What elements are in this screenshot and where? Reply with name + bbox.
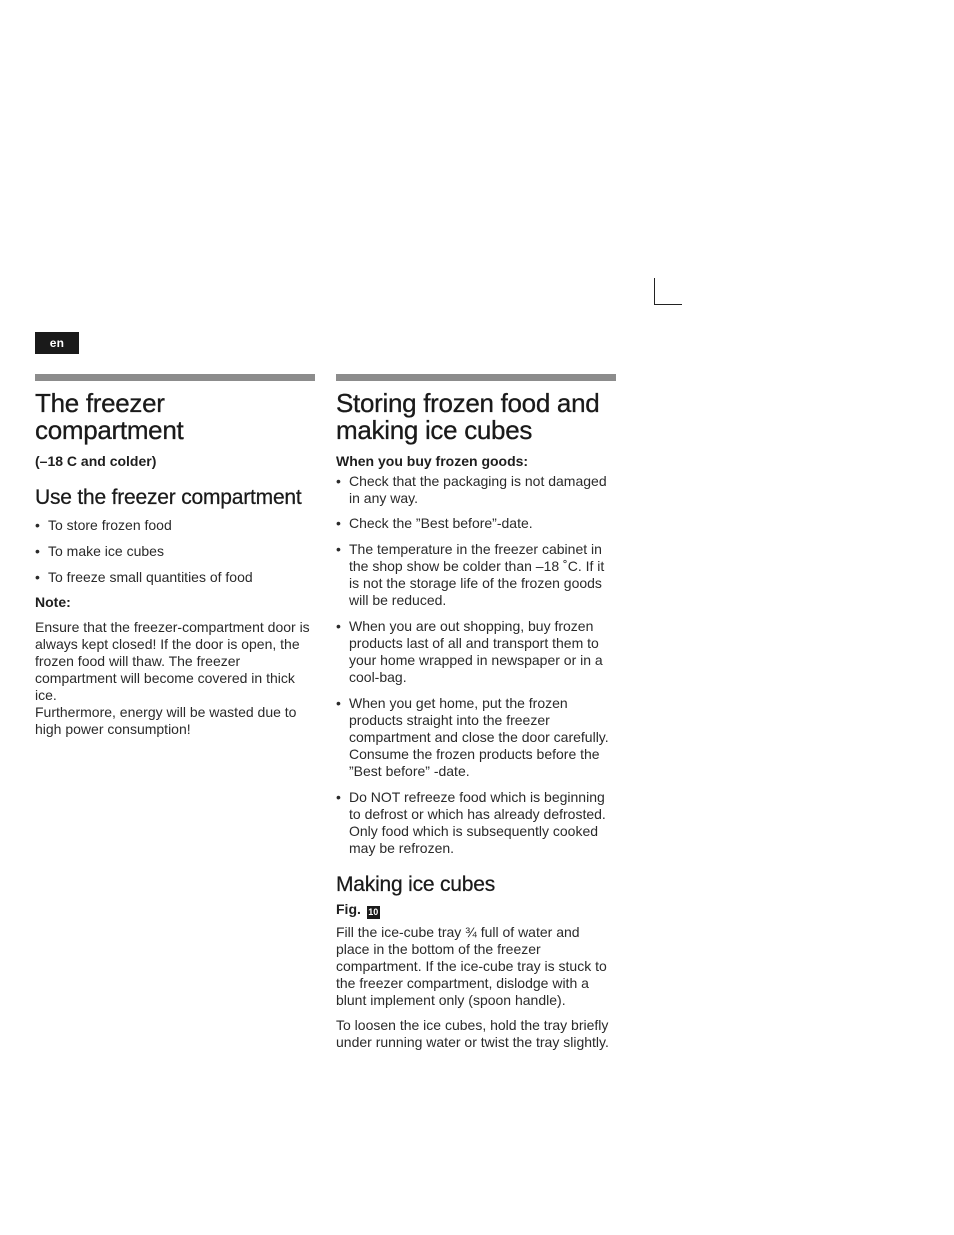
- figure-number-badge: 10: [368, 907, 379, 917]
- list-item: • When you are out shopping, buy frozen products last of all and transport them to your home wrapped in newspaper or in a cool-bag.: [336, 618, 616, 686]
- list-item: • The temperature in the freezer cabinet in the shop show be colder than –18 ˚C. If it is not the storage life of the frozen goods will be reduced.: [336, 541, 616, 609]
- storing-frozen-food-section: [336, 374, 616, 1051]
- language-tab: en: [35, 332, 79, 354]
- loosen-ice-cubes-text: To loosen the ice cubes, hold the tray briefly under running water or twist the tray slightly.: [336, 1017, 609, 1050]
- uses-list: [35, 517, 315, 586]
- use-freezer-heading: Use the freezer compartment: [35, 486, 302, 509]
- list-item: • Do NOT refreeze food which is beginning to defrost or which has already defrosted. Only food which is subsequently cooked may be refrozen.: [336, 789, 616, 857]
- list-item: • Check that the packaging is not damaged in any way.: [336, 473, 616, 507]
- storing-frozen-food-title: Storing frozen food and making ice cubes: [336, 388, 600, 445]
- list-item: • To store frozen food: [35, 517, 315, 534]
- section-bar: [35, 374, 315, 381]
- list-item: • To make ice cubes: [35, 543, 315, 560]
- ice-cube-instructions: Fill the ice-cube tray ¾ full of water and place in the bottom of the freezer compartment. If the ice-cube tray is stuck to the freezer compartment, dislodge with a blunt implement only (spoon handle).: [336, 924, 607, 1008]
- figure-reference: [336, 901, 616, 919]
- making-ice-cubes-heading: Making ice cubes: [336, 873, 496, 896]
- note-text: Ensure that the freezer-compartment door is always kept closed! If the door is open, the frozen food will thaw. The freezer compartment will become covered in thick ice.: [35, 619, 310, 703]
- buying-label: When you buy frozen goods:: [336, 453, 529, 469]
- buying-tips-list: [336, 473, 616, 857]
- note-text-continued: Furthermore, energy will be wasted due to high power consumption!: [35, 704, 297, 737]
- freezer-compartment-title: The freezer compartment: [35, 388, 184, 445]
- list-item: • To freeze small quantities of food: [35, 569, 315, 586]
- section-bar: [336, 374, 616, 381]
- crop-mark: [654, 278, 682, 305]
- list-item: • Check the ”Best before”-date.: [336, 515, 616, 532]
- note-label: Note:: [35, 594, 71, 610]
- temperature-note: (–18 C and colder): [35, 453, 157, 469]
- list-item: • When you get home, put the frozen products straight into the freezer compartment and close the door carefully. Consume the frozen products before the ”Best before” -date.: [336, 695, 616, 780]
- freezer-compartment-section: [35, 374, 315, 738]
- figure-label: Fig.: [336, 901, 361, 917]
